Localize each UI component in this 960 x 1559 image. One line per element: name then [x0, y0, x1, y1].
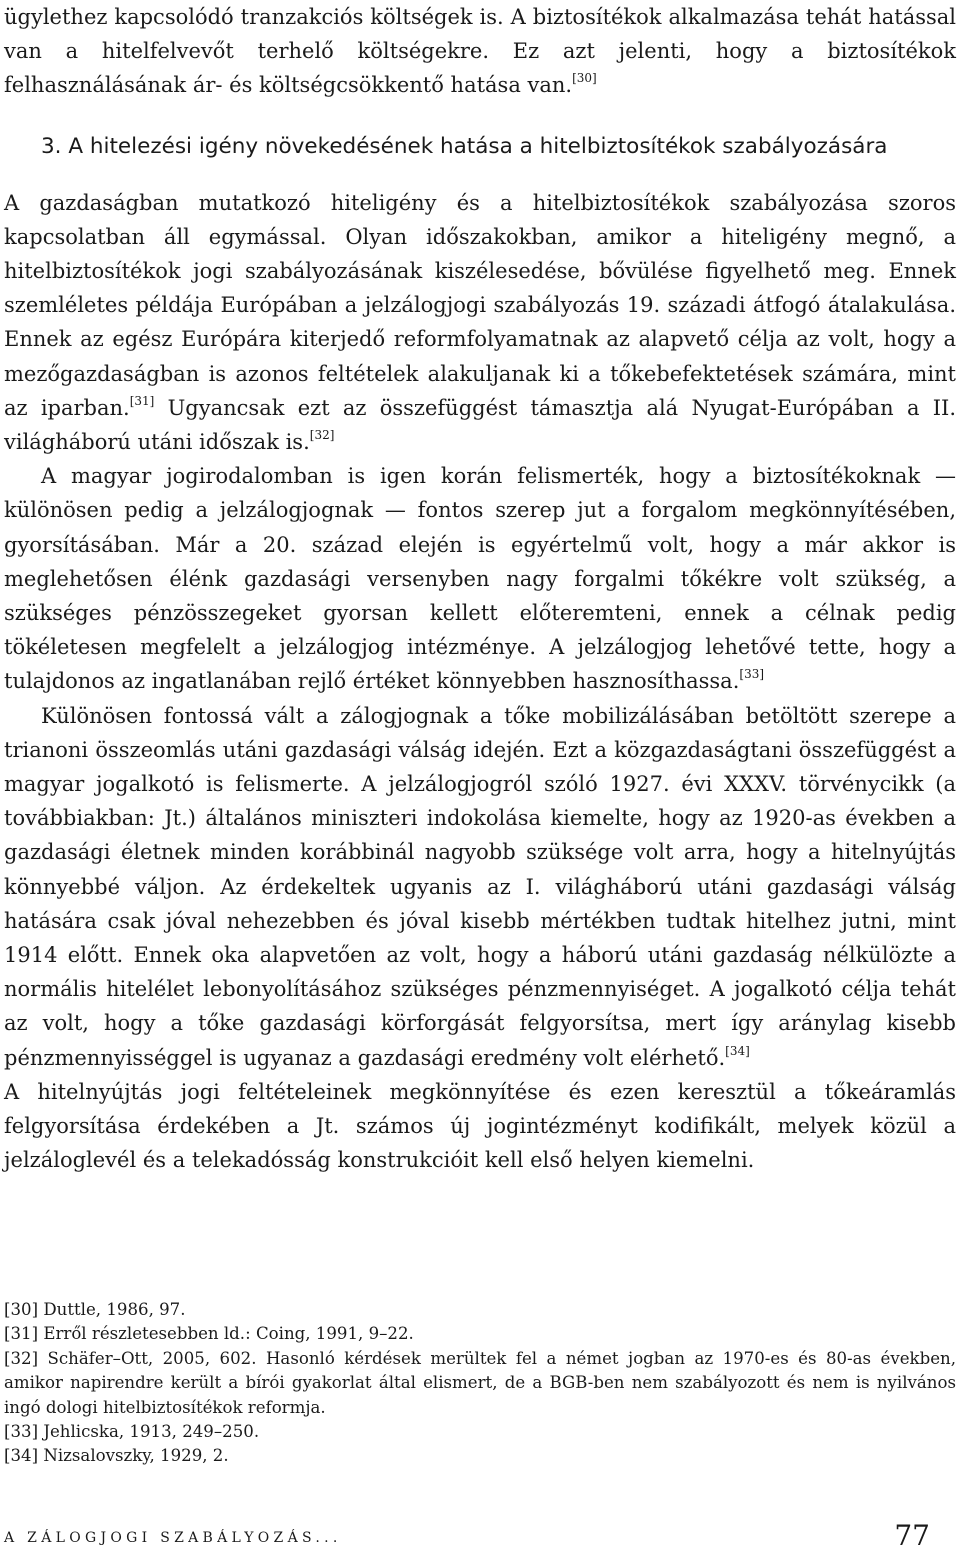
section-heading: 3. A hitelezési igény növekedésének hatása a hitelbiztosítékok szabályozására: [41, 133, 888, 159]
paragraph-2: [4, 459, 956, 698]
footnotes: [4, 1298, 956, 1469]
intro-paragraph: [4, 0, 956, 103]
footnote-31: [31] Erről részletesebben ld.: Coing, 1991, 9–22.: [4, 1324, 414, 1344]
paragraph-4: [4, 1075, 956, 1178]
footnote-ref-30[interactable]: [30]: [572, 71, 597, 86]
footnote-34: [34] Nizsalovszky, 1929, 2.: [4, 1446, 229, 1466]
running-title: A ZÁLOGJOGI SZABÁLYOZÁS...: [4, 1530, 342, 1546]
main-text: [4, 0, 956, 1178]
paragraph-1-text-a: A gazdaságban mutatkozó hiteligény és a hitelbiztosítékok szabályozása szoros kapcsolatban áll egymással. Olyan időszakokban, amikor a hiteligény megnő, a hitelbiztosítékok jogi szabályozásának kiszélesedése, bővülése figyelhető meg. Ennek szemléletes példája Európában a jelzálogjogi szabályozás 19. századi átfogó átalakulása. Ennek az egész Európára kiterjedő reformfolyamatnak az alapvető célja az volt, hogy a mezőgazdaságban is azonos feltételek alakuljanak ki a tőkebefektetések számára, mint az iparban.: [4, 190, 956, 420]
footnote-30: [30] Duttle, 1986, 97.: [4, 1300, 186, 1319]
paragraph-1: [4, 186, 956, 460]
footnote-32: [32] Schäfer–Ott, 2005, 602. Hasonló kérdések merültek fel a német jogban az 1970-es és 80-as években, amikor napirendre került a bírói gyakorlat által elismert, de a BGB-ben nem szabályozott és nem is nyilvános ingó dologi hitelbiztosítékok reformja.: [4, 1348, 956, 1417]
footnote-ref-34[interactable]: [34]: [725, 1043, 750, 1058]
footnote-33: [33] Jehlicska, 1913, 249–250.: [4, 1422, 260, 1442]
footnote-ref-33[interactable]: [33]: [739, 667, 765, 682]
page-number: 77: [894, 1519, 930, 1552]
footnote-ref-31[interactable]: [31]: [129, 393, 155, 408]
footnote-ref-32[interactable]: [32]: [309, 428, 335, 443]
intro-text: ügylethez kapcsolódó tranzakciós költségek is. A biztosítékok alkalmazása tehát hatással van a hitelfelvevőt terhelő költségekre. Ez azt jelenti, hogy a biztosítékok felhasználásának ár- és költségcsökkentő hatása van.: [4, 5, 956, 98]
paragraph-4-text: A hitelnyújtás jogi feltételeinek megkönnyítése és ezen keresztül a tőkeáramlás felgyorsítása érdekében a Jt. számos új jogintézményt kodifikált, melyek közül a jelzáloglevél és a telekadósság konstrukcióit kell első helyen kiemelni.: [4, 1079, 956, 1173]
paragraph-3-text: Különösen fontossá vált a zálogjognak a tőke mobilizálásában betöltött szerepe a trianoni összeomlás utáni gazdasági válság idején. Ezt a közgazdaságtani összefüggést a magyar jogalkotó is felismerte. A jelzálogjogról szóló 1927. évi XXXV. törvénycikk (a továbbiakban: Jt.) általános miniszteri indokolása kiemelte, hogy az 1920-as években a gazdasági életnek minden korábbinál nagyobb szüksége volt arra, hogy a hitelnyújtás könnyebbé váljon. Az érdekeltek ugyanis az I. világháború utáni gazdasági válság hatására csak jóval nehezebben és jóval kisebb mértékben tudtak hitelhez jutni, mint 1914 előtt. Ennek oka alapvetően az volt, hogy a háború utáni gazdaság nélkülözte a normális hitelélet lebonyolításához szükséges pénzmennyiséget. A jogalkotó célja tehát az volt, hogy a tőke gazdasági körforgását felgyorsítsa, mert így aránylag kisebb pénzmennyisséggel is ugyanaz a gazdasági eredmény volt elérhető.: [4, 703, 956, 1070]
paragraph-1-text-b: Ugyancsak ezt az összefüggést támasztja alá Nyugat-Európában a II. világháború utáni időszak is.: [4, 395, 956, 455]
paragraph-3: [4, 699, 956, 1075]
paragraph-2-text: A magyar jogirodalomban is igen korán felismerték, hogy a biztosítékoknak — különösen pedig a jelzálogjognak — fontos szerep jut a forgalom megkönnyítésében, gyorsításában. Már a 20. század elején is egyértelmű volt, hogy a már akkor is meglehetősen élénk gazdasági versenyben nagy forgalmi tőkékre volt szükség, a szükséges pénzösszegeket gyorsan kellett előteremteni, ennek a célnak pedig tökéletesen megfelelt a jelzálogjog intézménye. A jelzálogjog lehetővé tette, hogy a tulajdonos az ingatlanában rejlő értéket könnyebben hasznosíthassa.: [4, 464, 956, 694]
